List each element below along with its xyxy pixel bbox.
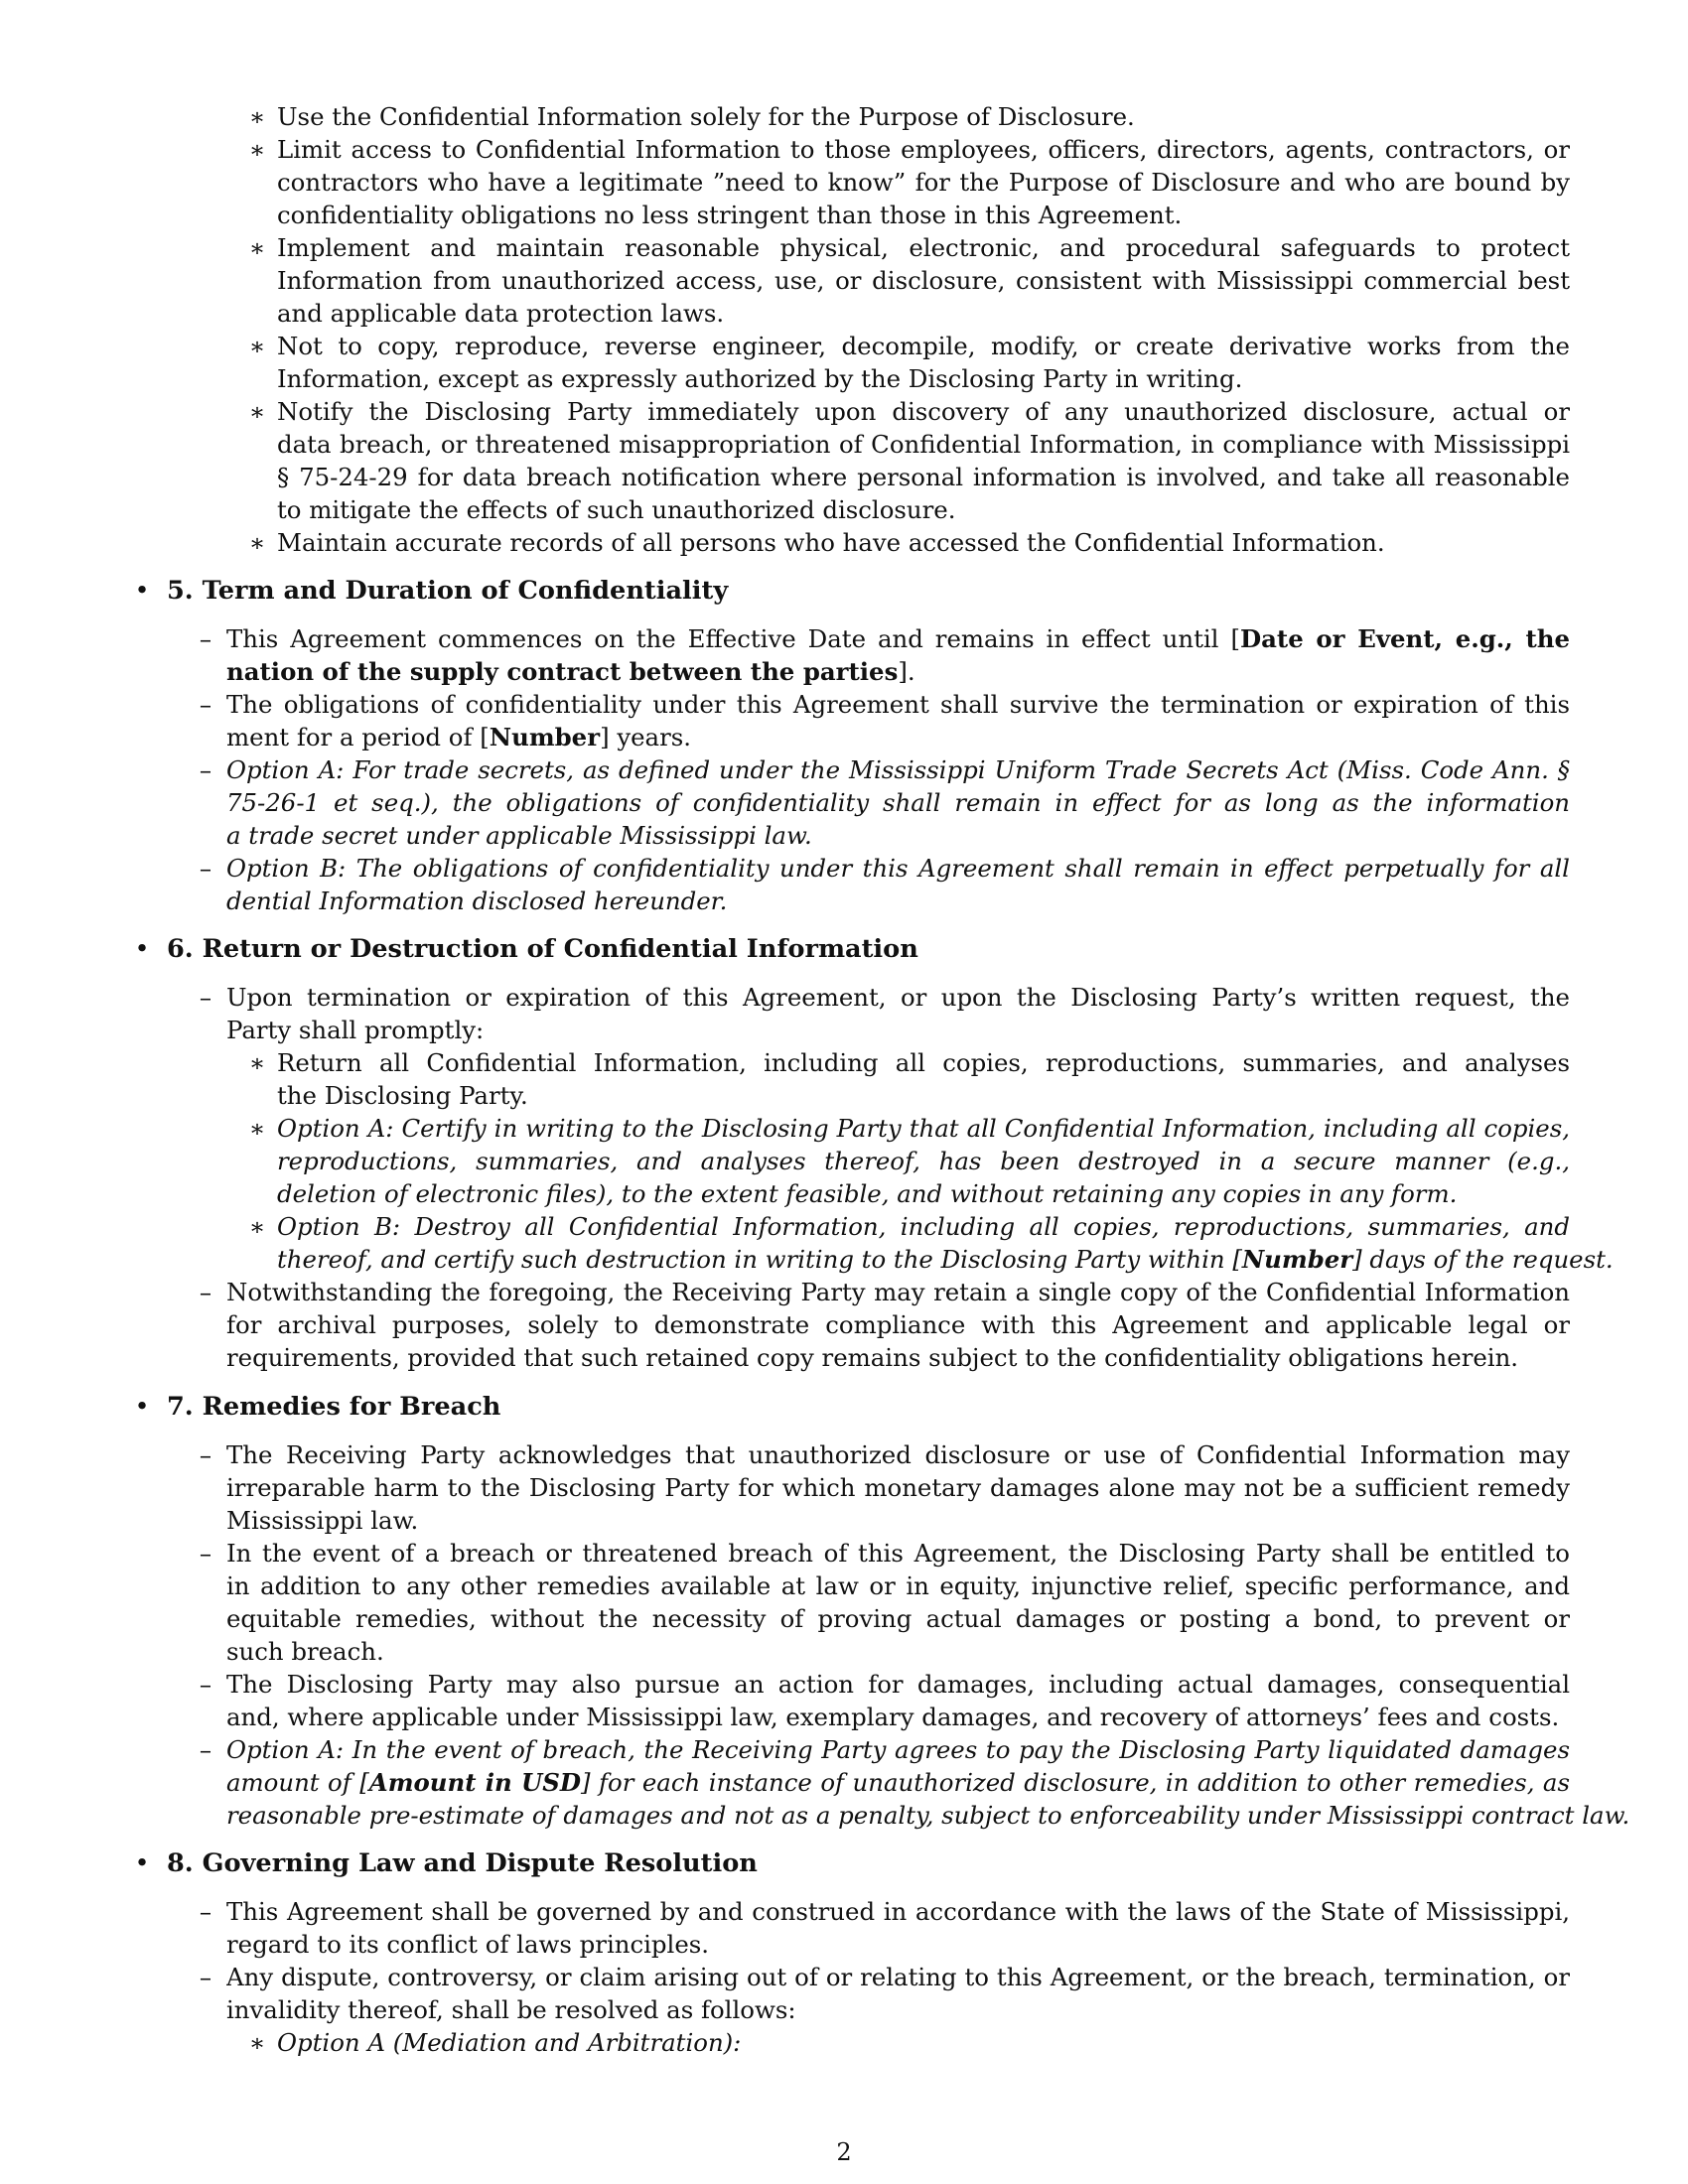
dash-bullet: – — [199, 854, 212, 883]
list-item: – Upon termination or expiration of this Agreement, or upon the Disclosing Party’s written request, the — [0, 982, 1688, 1014]
list-item: – The obligations of confidentiality under this Agreement shall survive the termination or expiration of this — [0, 689, 1688, 721]
bullet: • — [134, 1392, 150, 1422]
list-item: ∗ Option A (Mediation and Arbitration): — [248, 2028, 742, 2057]
star-bullet: ∗ — [248, 2028, 266, 2057]
list-item: ∗ Option A: Certify in writing to the Disclosing Party that all Confidential Information, including all copies, — [248, 1114, 1570, 1143]
bullet: • — [134, 576, 150, 606]
dash-bullet: – — [199, 983, 212, 1012]
dash-bullet: – — [199, 1670, 212, 1699]
list-item: ∗ Not to copy, reproduce, reverse engineer, decompile, modify, or create derivative works from the — [248, 332, 1570, 360]
dash-bullet: – — [199, 1735, 212, 1764]
dash-bullet: – — [199, 1963, 212, 1991]
dash-bullet: – — [199, 624, 212, 653]
dash-bullet: – — [199, 755, 212, 784]
page-number: 2 — [836, 2138, 852, 2166]
dash-bullet: – — [199, 1539, 212, 1568]
star-bullet: ∗ — [248, 233, 266, 262]
list-item: ∗ Return all Confidential Information, including all copies, reproductions, summaries, and analyses — [248, 1048, 1570, 1077]
star-bullet: ∗ — [248, 135, 266, 164]
dash-bullet: – — [199, 1897, 212, 1926]
list-item: ∗ Notify the Disclosing Party immediately upon discovery of any unauthorized disclosure, actual or — [248, 397, 1570, 426]
star-bullet: ∗ — [248, 1048, 266, 1077]
list-item: ∗ Limit access to Confidential Information to those employees, officers, directors, agents, contractors, or — [248, 135, 1570, 164]
list-item: ∗ Maintain accurate records of all persons who have accessed the Confidential Information. — [248, 528, 1385, 557]
document-page: ∗ Use the Confidential Information solely for the Purpose of Disclosure. ∗ Limit access to Confidential Information to those employees, officers, directors, agents, contractors, or contractors who have a legitimate ”need to know” for the Purpose of Disclosure and who are bound by confidentiality obligations no less stringent than those in this Agreement. ∗ Implement and maintain reasonable physical, electronic, and procedural safeguards to protect Information from unauthorized access, use, or disclosure, consistent with Mississippi commercial best and applicable data protection laws. ∗ Not to copy, reproduce, reverse engineer, decompile, modify, or create derivative works from the Information, except as expressly authorized by the Disclosing Party in writing. ∗ Notify the Disclosing Party immediately upon discovery of any unauthorized disclosure, actual or data breach, or threatened misappropriation of Confidential Information, in compliance with Mississippi § 75-24-29 for data breach notification where personal information is involved, and take all reasonable to mitigate the effects of such unauthorized disclosure. ∗ Maintain accurate records of all persons who have accessed the Confidential Information. • 5. Term and Duration of Confidentiality – This Agreement commences on the Effective Date and remains in effect until [Date or Event, e.g., the nation of the supply contract between the parties]. – The obligations of confidentiality under this Agreement shall survive the termination or expiration of this ment for a period of [Number] years. – Option A: For trade secrets, as defined under the Mississippi Uniform Trade Secrets Act (Miss. Code Ann. § 75-26-1 et seq.), the obligations of confidentiality shall remain in effect for as long as the information a trade secret under applicable Mississippi law. – Option B: The obligations of confidentiality under this Agreement shall remain in effect perpetually for all dential Information disclosed hereunder. • 6. Return or Destruction of Confidential Information – Upon termination or expiration of this Agreement, or upon the Disclosing Party’s written request, the Party shall promptly: ∗ Return all Confidential Information, including all copies, reproductions, summaries, and analyses the Disclosing Party. ∗ Option A: Certify in writing to the Disclosing Party that all Confidential Information, including all copies, reproductions, summaries, and analyses thereof, has been destroyed in a secure manner (e.g., deletion of electronic files), to the extent feasible, and without retaining any copies in any form. ∗ Option B: Destroy all Confidential Information, including all copies, reproductions, summaries, and thereof, and certify such destruction in writing to the Disclosing Party within [Number] days of the request. – Notwithstanding the foregoing, the Receiving Party may retain a single copy of the Confidential Information for archival purposes, solely to demonstrate compliance with this Agreement and applicable legal or requirements, provided that such retained copy remains subject to the confidentiality obligations herein. • 7. Remedies for Breach – The Receiving Party acknowledges that unauthorized disclosure or use of Confidential Information may irreparable harm to the Disclosing Party for which monetary damages alone may not be a sufficient remedy Mississippi law. – In the event of a breach or threatened breach of this Agreement, the Disclosing Party shall be entitled to in addition to any other remedies available at law or in equity, injunctive relief, specific performance, and equitable remedies, without the necessity of proving actual damages or posting a bond, to prevent or such breach. – The Disclosing Party may also pursue an action for damages, including actual damages, consequential and, where applicable under Mississippi law, exemplary damages, and recovery of attorneys’ fees and costs. – Option A: In the event of breach, the Receiving Party agrees to pay the Disclosing Party liquidated damages amount of [Amount in USD] for each instance of unauthorized disclosure, in addition to other remedies, as reasonable pre-estimate of damages and not as a penalty, subject to enforceability under Mississippi contract law. • 8. Governing Law and Dispute Resolution – This Agreement shall be governed by and construed in accordance with the laws of the State of Mississippi, regard to its conflict of laws principles. – Any dispute, controversy, or claim arising out of or relating to this Agreement, or the breach, termination, or invalidity thereof, shall be resolved as follows: ∗ Option A (Mediation and Arbitration): 2 — [0, 0, 1688, 2184]
list-item: – Notwithstanding the foregoing, the Receiving Party may retain a single copy of the Confidential Information — [0, 1277, 1688, 1308]
list-item: – Option B: The obligations of confidentiality under this Agreement shall remain in effect perpetually for all — [0, 853, 1688, 885]
star-bullet: ∗ — [248, 102, 266, 131]
star-bullet: ∗ — [248, 528, 266, 557]
bullet: • — [134, 1848, 150, 1878]
list-item: ∗ Option B: Destroy all Confidential Information, including all copies, reproductions, summaries, and — [248, 1212, 1570, 1241]
bullet: • — [134, 934, 150, 964]
list-item: – This Agreement commences on the Effective Date and remains in effect until [Date or Event, e.g., the — [0, 623, 1688, 655]
list-item: – The Receiving Party acknowledges that unauthorized disclosure or use of Confidential Information may — [0, 1439, 1688, 1471]
section-heading: • 6. Return or Destruction of Confidential Information — [0, 932, 1688, 966]
list-item: – The Disclosing Party may also pursue an action for damages, including actual damages, consequential — [0, 1669, 1688, 1701]
dash-bullet: – — [199, 1440, 212, 1469]
list-item: – Option A: For trade secrets, as defined under the Mississippi Uniform Trade Secrets Act (Miss. Code Ann. § — [0, 754, 1688, 786]
star-bullet: ∗ — [248, 397, 266, 426]
section-heading: • 7. Remedies for Breach — [0, 1390, 1688, 1424]
list-item: – In the event of a breach or threatened breach of this Agreement, the Disclosing Party shall be entitled to — [0, 1538, 1688, 1570]
section-heading: • 8. Governing Law and Dispute Resolution — [0, 1846, 1688, 1880]
list-item: – Any dispute, controversy, or claim arising out of or relating to this Agreement, or the breach, termination, or — [0, 1962, 1688, 1993]
list-item: – This Agreement shall be governed by and construed in accordance with the laws of the State of Mississippi, — [0, 1896, 1688, 1928]
star-bullet: ∗ — [248, 1212, 266, 1241]
dash-bullet: – — [199, 690, 212, 719]
star-bullet: ∗ — [248, 332, 266, 360]
star-bullet: ∗ — [248, 1114, 266, 1143]
list-item: ∗ Implement and maintain reasonable physical, electronic, and procedural safeguards to protect — [248, 233, 1570, 262]
dash-bullet: – — [199, 1278, 212, 1306]
section-heading: • 5. Term and Duration of Confidentiality — [0, 574, 1688, 608]
list-item: – Option A: In the event of breach, the Receiving Party agrees to pay the Disclosing Party liquidated damages — [0, 1734, 1688, 1766]
list-item: ∗ Use the Confidential Information solely for the Purpose of Disclosure. — [248, 102, 1135, 131]
